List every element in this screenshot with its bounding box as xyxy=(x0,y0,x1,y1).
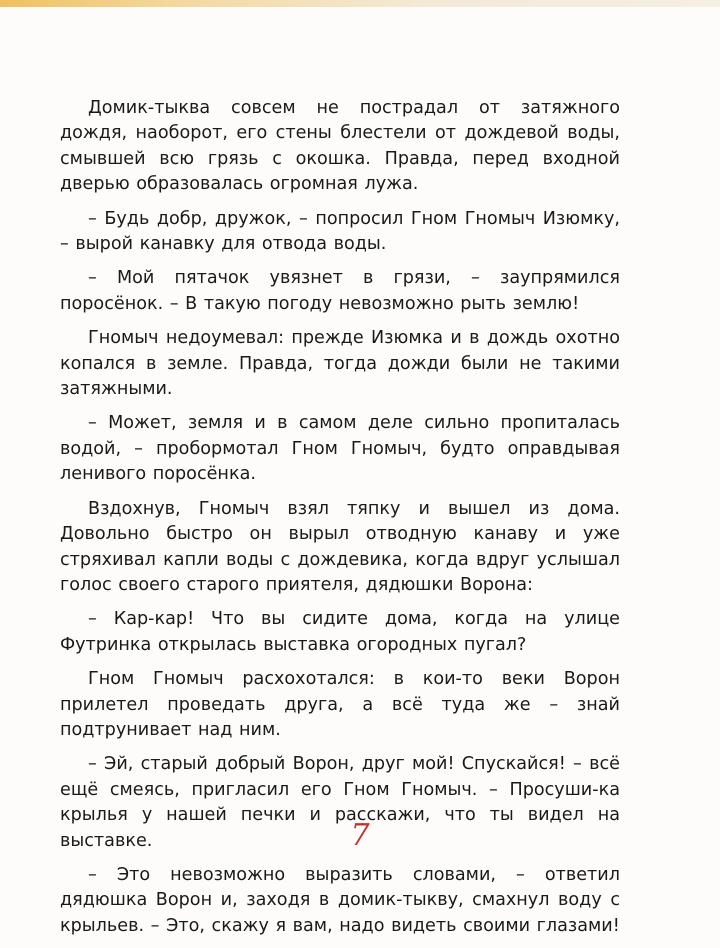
paragraph: – Это невозможно выразить словами, – ответил дядюшка Ворон и, заходя в домик-тыкву, смахнул воду с крыльев. – Это, скажу я вам, надо видеть своими глазами! xyxy=(60,864,620,936)
paragraph: Гном Гномыч расхохотался: в кои-то веки Ворон прилетел проведать друга, а всё туда же – знай подтрунивает над ним. xyxy=(60,669,620,740)
page-number: 7 xyxy=(350,818,370,853)
paragraph: – Будь добр, дружок, – попросил Гном Гномыч Изюмку, – вырой канавку для отвода воды. xyxy=(60,208,620,255)
paragraph: – Кар-кар! Что вы сидите дома, когда на улице Футринка открылась выставка огородных пугал? xyxy=(60,609,620,655)
paragraph: Гномыч недоумевал: прежде Изюмка и в дождь охотно копался в земле. Правда, тогда дожди были не такими затяжными. xyxy=(60,328,620,400)
paragraph: – Мой пятачок увязнет в грязи, – заупрямился поросёнок. – В такую погоду невозможно рыть землю! xyxy=(60,268,620,314)
page-top-edge xyxy=(0,0,720,7)
paragraph: Домик-тыква совсем не пострадал от затяжного дождя, наоборот, его стены блестели от дождевой воды, смывшей всю грязь с окошка. Правда, перед входной дверью образовалась огромная лужа. xyxy=(60,98,620,195)
paragraph: – Эй, старый добрый Ворон, друг мой! Спускайся! – всё ещё смеясь, пригласил его Гном Гномыч. – Просуши-ка крылья у нашей печки и расскажи, что ты видел на выставке. xyxy=(60,754,620,851)
paragraph: – Может, земля и в самом деле сильно пропиталась водой, – пробормотал Гном Гномыч, будто оправдывая ленивого поросёнка. xyxy=(60,413,620,485)
paragraph: Вздохнув, Гномыч взял тяпку и вышел из дома. Довольно быстро он вырыл отводную канаву и уже стряхивал капли воды с дождевика, когда вдруг услышал голос своего старого приятеля, дядюшки Ворона: xyxy=(60,498,620,595)
